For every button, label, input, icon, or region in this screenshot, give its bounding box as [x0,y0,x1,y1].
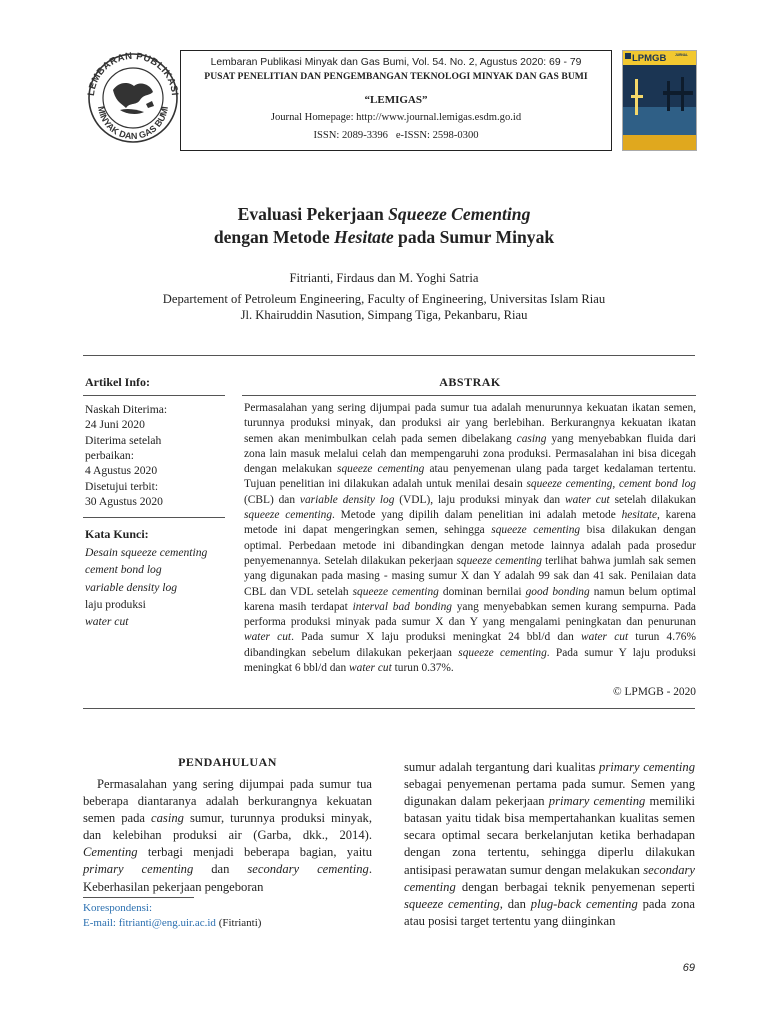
journal-homepage: Journal Homepage: http://www.journal.lemigas.esdm.go.id [270,112,522,123]
article-info-heading: Artikel Info: [85,375,150,389]
intro-heading: PENDAHULUAN [178,755,277,769]
abstract-heading: ABSTRAK [439,375,501,389]
institution-name: PUSAT PENELITIAN DAN PENGEMBANGAN TEKNOLOGI MINYAK DAN GAS BUMI [204,71,588,82]
approved-date: 30 Agustus 2020 [85,495,163,508]
keywords-heading: Kata Kunci: [85,527,149,541]
keyword-item: laju produksi [85,597,146,611]
correspondence-note: Korespondensi: E-mail: fitrianti@eng.uir.ac.id (Fitrianti) [83,902,262,929]
received-date: 24 Juni 2020 [85,418,145,431]
keyword-item: Desain squeeze cementing [85,546,208,559]
intro-column-1: Permasalahan yang sering dijumpai pada sumur tua beberapa diantaranya adalah berkurangnya kekuatan semen pada casing sumur, turunnya produksi minyak, dan kelebihan produksi air (Garba, dkk., 2014). Cementing terbagi menjadi beberapa bagian, yaitu primary cementing dan secondary cementing. Keberhasilan pekerjaan pengeboran [83,777,372,894]
svg-text:MINYAK DAN GAS BUMI: MINYAK DAN GAS BUMI [95,105,170,142]
divider-keywords [83,517,225,518]
author-affiliation: Departement of Petroleum Engineering, Faculty of Engineering, Universitas Islam Riau Jl. Khairuddin Nasution, Simpang Tiga, Pekanbaru, Riau [162,292,606,322]
keyword-item: variable density log [85,580,178,594]
journal-cover-thumbnail [622,50,697,151]
institution-short-name: “LEMIGAS” [364,94,428,106]
copyright-notice: © LPMGB - 2020 [612,686,696,698]
abstract-body: Permasalahan yang sering dijumpai pada sumur tua adalah menurunnya kekuatan ikatan semen, turunnya produksi minyak, dan produksi air yang berlebihan. Berkurangnya kekuatan ikatan semen akan menimbulkan celah pada semen dibelakang casing yang menyebabkan fluida dari zona lain masuk melalui celah dan mempengaruhi zona produksi. Permasalahan ini bisa dicegah dengan melakukan squeeze cementing atau penyemenan ulang pada target kedalaman tertentu. Tujuan penelitian ini dilakukan adalah untuk menilai desain squeeze cementing, cement bond log (CBL) dan variable density log (VDL), laju produksi minyak dan water cut setelah dilakukan squeeze cementing. Metode yang dipilih dalam penelitian ini adalah metode hesitate, karena metode ini dapat mengeringkan semen, sehingga squeeze cementing bisa dilakukan dengan optimal. Perbedaan metode ini dibandingkan dengan metode lainnya adalah pada prosedur penyemenannya. Setelah dilakukan pekerjaan squeeze cementing terlihat bahwa jumlah sak semen yang digunakan pada masing - masing sumur X dan Y adalah 99 sak dan 41 sak. Penilaian data CBL dan VDL setelah squeeze cementing dominan bernilai good bonding namun belum optimal karena masih terdapat interval bad bonding yang menyebabkan semen kurang sempurna. Pada performa produksi minyak pada sumur X dan Y yang mengalami peningkatan dan penurunan water cut. Pada sumur X laju produksi meningkat 24 bbl/d dan water cut turun 4.76% dibandingkan sebelum dilakukan pekerjaan squeeze cementing. Pada sumur Y laju produksi meningkat 6 bbl/d dan water cut turun 0.37%. [244,402,697,675]
revised-label: Diterima setelah [85,434,162,447]
journal-citation-line: Lembaran Publikasi Minyak dan Gas Bumi, Vol. 54. No. 2, Agustus 2020: 69 - 79 [210,57,582,68]
svg-text:LPMGB: LPMGB [632,53,667,64]
divider-info [83,395,225,396]
article-title: Evaluasi Pekerjaan Squeeze Cementing dengan Metode Hesitate pada Sumur Minyak [213,204,555,247]
divider-abstract [242,395,696,396]
keyword-item: water cut [85,615,129,629]
footnote-divider [83,897,194,898]
approved-label: Disetujui terbit: [85,480,159,493]
revised-date: 4 Agustus 2020 [85,464,158,477]
journal-issn: ISSN: 2089-3396 e-ISSN: 2598-0300 [313,130,479,141]
article-authors: Fitrianti, Firdaus dan M. Yoghi Satria [289,271,479,285]
keywords-list [85,544,207,630]
received-label: Naskah Diterima: [85,403,168,416]
intro-column-2: sumur adalah tergantung dari kualitas primary cementing sebagai penyemenan pertama pada sumur. Semen yang digunakan dalam pekerjaan primary cementing memiliki batasan yaitu tidak bisa mempertahankan kualitas semen secara optimal secara berkelanjutan ketika berhadapan dengan zona tertentu, sehingga diperlu dilakukan antisipasi perawatan sumur dengan melakukan secondary cementing dengan berbagai teknik penyemenan seperti squeeze cementing, dan plug-back cementing pada zona atau posisi target tertentu yang diinginkan [404,760,696,928]
svg-text:LEMBARAN PUBLIKASI: LEMBARAN PUBLIKASI [85,50,180,97]
svg-text:JURNAL: JURNAL [675,53,688,57]
page-number: 69 [682,962,695,974]
divider-bottom [83,708,695,709]
revised-label-2: perbaikan: [85,449,134,462]
correspondence-label: Korespondensi: [83,902,153,914]
journal-header-box [180,50,612,151]
divider-top [83,355,695,356]
journal-seal-logo [80,48,186,144]
keyword-item: cement bond log [85,563,162,577]
author-email-link[interactable]: fitrianti@eng.uir.ac.id [118,917,216,929]
